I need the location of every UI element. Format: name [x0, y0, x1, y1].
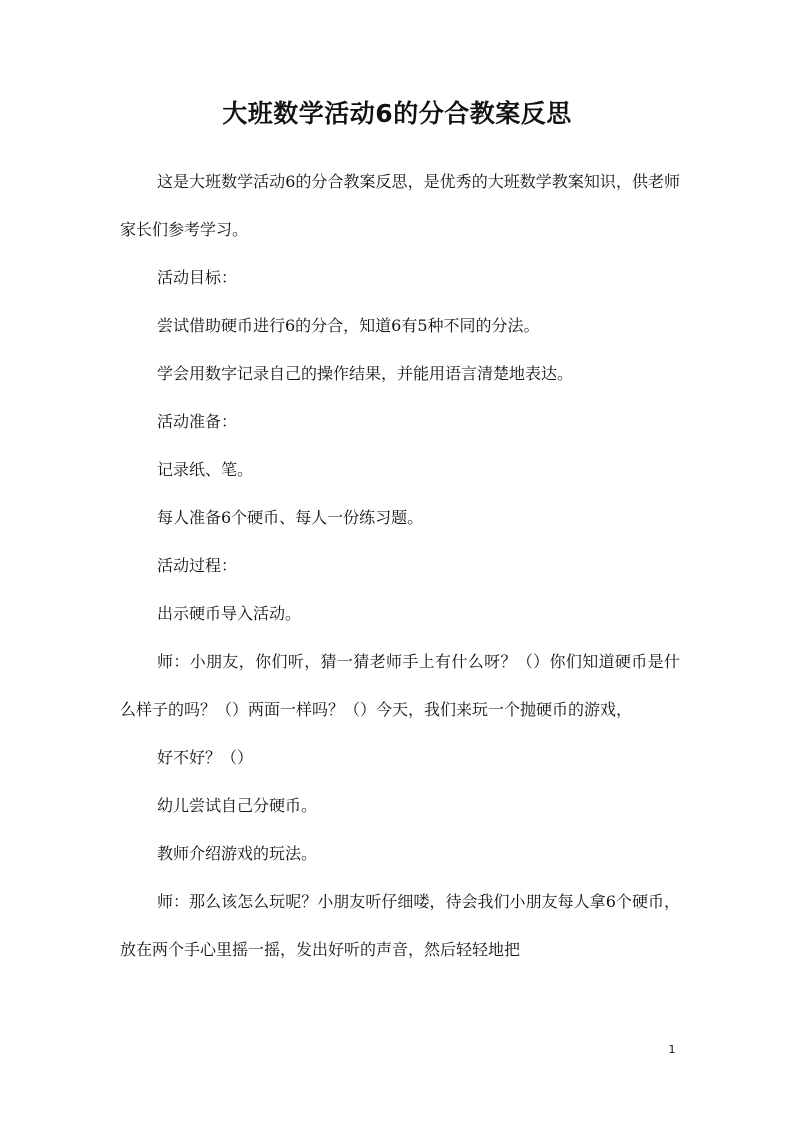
document-body: [120, 158, 680, 974]
paragraph-intro: 这是大班数学活动6的分合教案反思，是优秀的大班数学教案知识，供老师家长们参考学习。: [120, 172, 680, 239]
document-title: 大班数学活动6的分合教案反思: [222, 99, 572, 128]
paragraph-process-2: 幼儿尝试自己分硬币。: [157, 796, 318, 815]
paragraph-teacher-dialogue-1: 师：小朋友，你们听，猜一猜老师手上有什么呀？（）你们知道硬币是什么样子的吗？（）两面一样吗？（）今天，我们来玩一个抛硬币的游戏，: [120, 652, 680, 719]
paragraph-goal-2: 学会用数字记录自己的操作结果，并能用语言清楚地表达。: [157, 364, 574, 383]
paragraph-teacher-dialogue-2: 好不好？（）: [157, 748, 254, 767]
paragraph-process-1: 出示硬币导入活动。: [157, 604, 302, 623]
paragraph-goal-1: 尝试借助硬币进行6的分合，知道6有5种不同的分法。: [157, 316, 540, 335]
heading-activity-goals: 活动目标：: [157, 268, 238, 287]
paragraph-process-3: 教师介绍游戏的玩法。: [157, 844, 318, 863]
paragraph-teacher-dialogue-3: 师：那么该怎么玩呢？小朋友听仔细喽，待会我们小朋友每人拿6个硬币，放在两个手心里摇一摇，发出好听的声音，然后轻轻地把: [120, 892, 680, 959]
page-number: 1: [668, 1043, 676, 1056]
paragraph-preparation-1: 记录纸、笔。: [157, 460, 254, 479]
heading-activity-preparation: 活动准备：: [157, 412, 238, 431]
heading-activity-process: 活动过程：: [157, 556, 238, 575]
paragraph-preparation-2: 每人准备6个硬币、每人一份练习题。: [157, 508, 424, 527]
